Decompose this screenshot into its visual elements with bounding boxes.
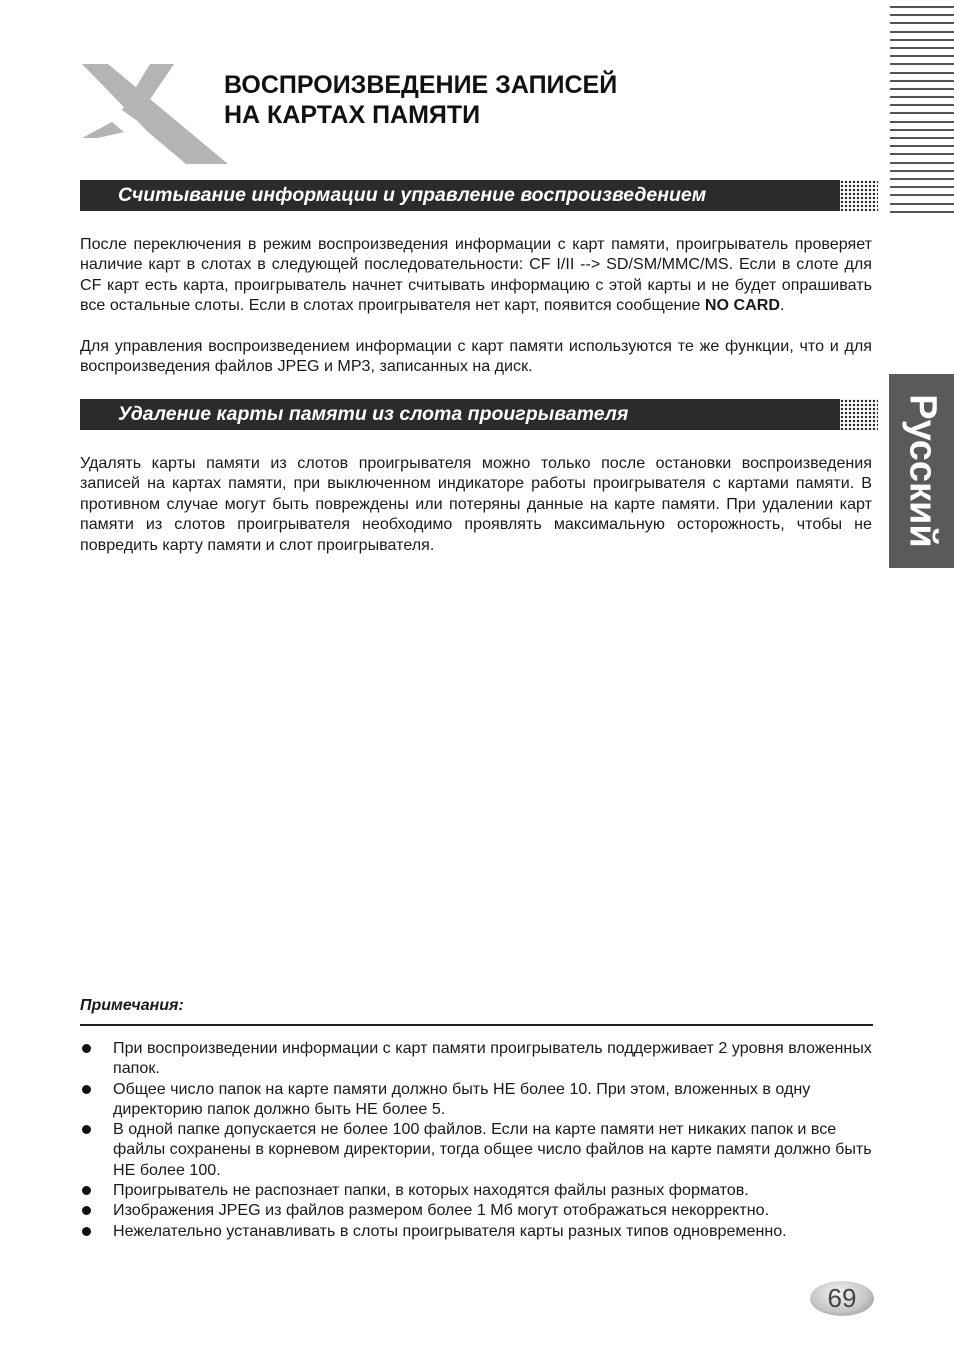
bullet-icon — [82, 1125, 91, 1134]
page-title-line-1: ВОСПРОИЗВЕДЕНИЕ ЗАПИСЕЙ — [224, 71, 618, 99]
page-title-line-2: НА КАРТАХ ПАМЯТИ — [224, 101, 481, 129]
list-item: Проигрыватель не распознает папки, в которых находятся файлы разных форматов. — [80, 1180, 873, 1200]
section-heading-removal: Удаление карты памяти из слота проигрывателя — [118, 403, 629, 425]
paragraph-text: После переключения в режим воспроизведения информации с карт памяти, проигрыватель проверяет наличие карт в слотах в следующей последовательности: CF I/II --> SD/SM/MMC/MS. Если в слоте для CF карт есть карта, проигрыватель начнет считывать информацию с этой карты и не будет опрашивать все остальные слоты. Если в слотах проигрывателя нет карт, появится сообщение — [80, 235, 872, 315]
section-reading-paragraph-2: Для управления воспроизведением информации с карт памяти используются те же функции, что и для воспроизведения файлов JPEG и MP3, записанных на диск. — [80, 337, 872, 376]
list-item: Общее число папок на карте памяти должно быть НЕ более 10. При этом, вложенных в одну директорию папок должно быть НЕ более 5. — [80, 1079, 873, 1120]
language-tab-label: Русский — [901, 394, 943, 548]
notes-title: Примечания: — [80, 997, 184, 1014]
no-card-message: NO CARD — [704, 296, 780, 315]
list-item: Изображения JPEG из файлов размером более 1 Мб могут отображаться некорректно. — [80, 1200, 873, 1220]
notes-divider — [80, 1024, 873, 1026]
bullet-icon — [82, 1227, 91, 1236]
section-heading-bar-removal — [80, 399, 878, 430]
bullet-icon — [82, 1085, 91, 1094]
list-item: Нежелательно устанавливать в слоты проигрывателя карты разных типов одновременно. — [80, 1221, 873, 1241]
decorative-stripes — [890, 6, 954, 219]
page-number: 69 — [810, 1281, 874, 1316]
notes-list — [80, 1038, 873, 1241]
language-tab — [889, 374, 954, 568]
x-brand-logo-icon — [78, 60, 230, 164]
list-item: В одной папке допускается не более 100 файлов. Если на карте памяти нет никаких папок и все файлы сохранены в корневом директории, тогда общее число файлов на карте памяти должно быть НЕ более 100. — [80, 1119, 873, 1180]
halftone-fade-decoration — [840, 399, 878, 430]
page-title — [224, 70, 617, 130]
bullet-icon — [82, 1186, 91, 1195]
bullet-icon — [82, 1044, 91, 1053]
section-heading-bar-reading — [80, 180, 878, 211]
section-reading-paragraph-1 — [80, 234, 872, 316]
bullet-icon — [82, 1206, 91, 1215]
halftone-fade-decoration — [840, 180, 878, 211]
section-removal-paragraph: Удалять карты памяти из слотов проигрывателя можно только после остановки воспроизведения записей на картах памяти, при выключенном индикаторе работы проигрывателя с картами памяти. В противном случае могут быть повреждены или потеряны данные на карте памяти. При удалении карт памяти из слотов проигрывателя необходимо проявлять максимальную осторожность, чтобы не повредить карту памяти и слот проигрывателя. — [80, 454, 872, 554]
section-heading-reading: Считывание информации и управление воспроизведением — [118, 184, 707, 206]
list-item: При воспроизведении информации с карт памяти проигрыватель поддерживает 2 уровня вложенных папок. — [80, 1038, 873, 1079]
paragraph-text-end: . — [779, 296, 785, 315]
